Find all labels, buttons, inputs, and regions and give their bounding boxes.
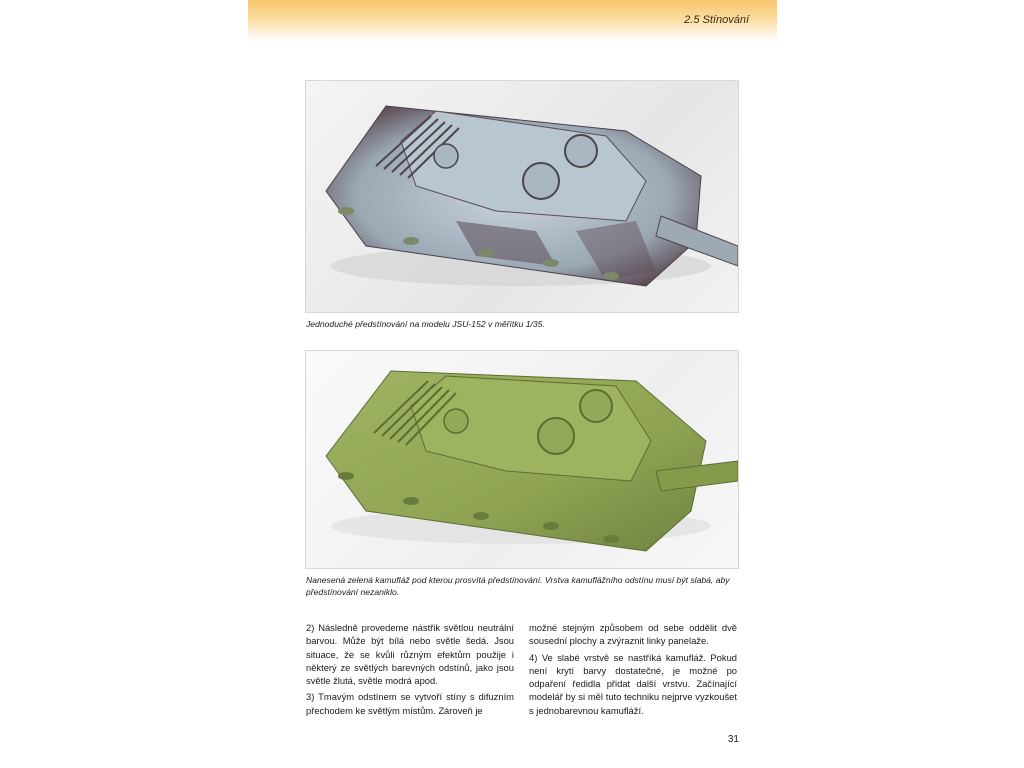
paragraph-step-3-continued: možné stejným způsobem od sebe oddělit dvě sousední plochy a zvýraznit linky panelaže. [529,622,737,647]
header-band [248,0,777,42]
paragraph-step-2: 2) Následně provedeme nástřik světlou neutrální barvou. Může být bílá nebo světle šedá. Jsou situace, že se kvůli různým efektům použije i některý ze světlých barevných odstínů, jako jsou světle žlutá, světle modrá apod. [306,622,514,687]
green-tank-illustration [306,351,738,568]
book-page [248,0,777,768]
body-column-left [306,621,514,720]
preshaded-tank-illustration [306,81,738,312]
figure-caption-1: Jednoduché předstínování na modelu JSU-152 v měřítku 1/35. [306,319,545,329]
body-column-right [529,621,737,720]
photo-green-tank [305,350,739,569]
section-title: 2.5 Stínování [684,14,749,26]
paragraph-step-3: 3) Tmavým odstínem se vytvoří stíny s difuzním přechodem ke světlým místům. Zároveň je [306,691,514,716]
figure-caption-2: Nanesená zelená kamufláž pod kterou prosvítá předstínování. Vrstva kamuflážního odstínu musí být slabá, aby předstínování nezaniklo. [306,575,730,597]
photo-preshaded-tank [305,80,739,313]
paragraph-step-4: 4) Ve slabé vrstvě se nastříká kamufláž. Pokud není krytí barvy dostatečné, je možné po odpaření ředidla přidat další vrstvu. Začínající modelář by si měl tuto techniku nejprve vyzkoušet s jednobarevnou kamufláží. [529,651,737,716]
page-number: 31 [727,734,739,745]
